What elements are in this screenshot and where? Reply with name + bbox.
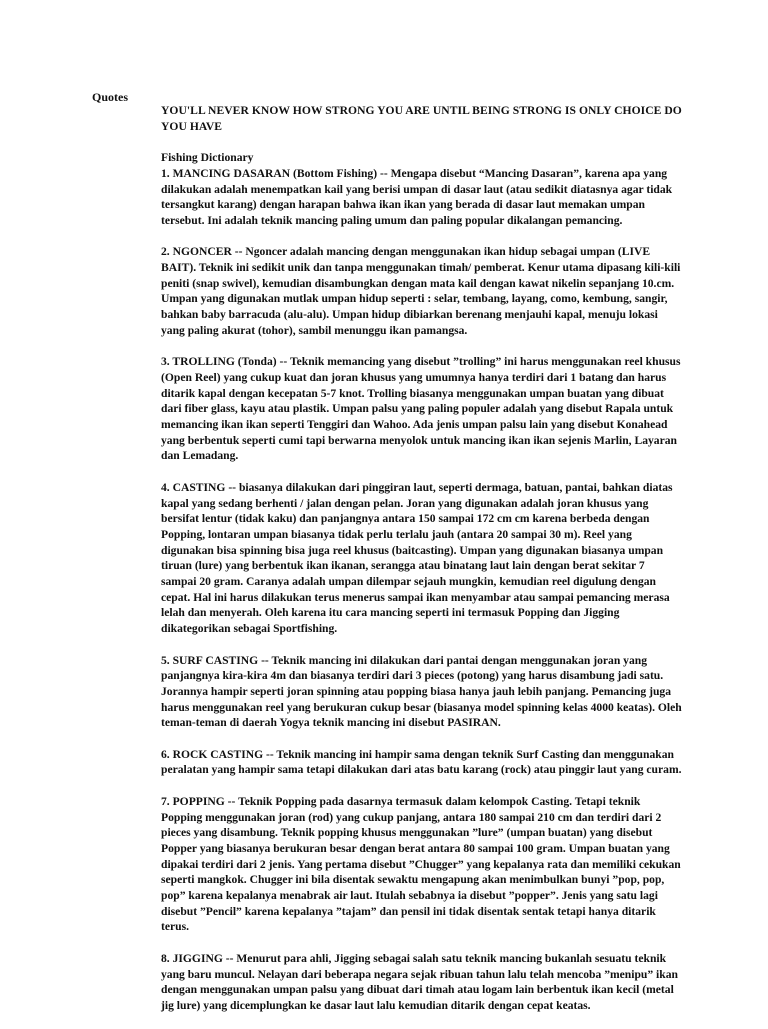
entry-casting: 4. CASTING -- biasanya dilakukan dari pinggiran laut, seperti dermaga, batuan, pantai, bahkan diatas kapal yang sedang berhenti / jalan dengan pelan. Joran yang digunakan adalah joran khusus yang bersifat lentur (tidak kaku) dan panjangnya antara 150 sampai 172 cm cm karena berbeda dengan Popping, lontaran umpan biasanya tidak perlu terlalu jauh (antara 20 sampai 30 m). Reel yang digunakan bisa spinning bisa juga reel khusus (baitcasting). Umpan yang digunakan biasanya umpan tiruan (lure) yang berbentuk ikan ikanan, serangga atau binatang laut lain dengan berat sekitar 7 sampai 20 gram. Caranya adalah umpan dilempar sejauh mungkin, kemudian reel digulung dengan cepat. Hal ini harus dilakukan terus menerus sampai ikan menyambar atau sampai pemancing merasa lelah dan menyerah. Oleh karena itu cara mancing seperti ini termasuk Popping dan Jigging dikategorikan sebagai Sportfishing. — [161, 480, 673, 636]
fishing-dictionary-title: Fishing Dictionary — [161, 151, 254, 165]
entry-trolling: 3. TROLLING (Tonda) -- Teknik memancing yang disebut ”trolling” ini harus menggunakan reel khusus (Open Reel) yang cukup kuat dan joran khusus yang umumnya hanya terdiri dari 1 batang dan harus ditarik kapal dengan kecepatan 5-7 knot. Trolling biasanya menggunakan umpan buatan yang dibuat dari fiber glass, kayu atau plastik. Umpan palsu yang paling populer adalah yang disebut Rapala untuk memancing ikan ikan seperti Tenggiri dan Wahoo. Ada jenis umpan palsu lain yang disebut Konahead yang berbentuk seperti cumi tapi berwarna menyolok untuk mancing ikan ikan sejenis Marlin, Layaran dan Lemadang. — [161, 355, 681, 463]
dictionary-entries — [161, 166, 683, 1014]
entry-rock-casting: 6. ROCK CASTING -- Teknik mancing ini hampir sama dengan teknik Surf Casting dan menggunakan peralatan yang hampir sama tetapi dilakukan dari atas batu karang (rock) atau pinggir laut yang curam. — [161, 747, 682, 777]
entry-mancing-dasaran: 1. MANCING DASARAN (Bottom Fishing) -- Mengapa disebut “Mancing Dasaran”, karena apa yang dilakukan adalah menempatkan kail yang berisi umpan di dasar laut (atau sedikit diatasnya agar tidak tersangkut karang) dengan harapan bahwa ikan ikan yang berada di dasar laut memakan umpan tersebut. Ini adalah teknik mancing paling umum dan paling popular dikalangan pemancing. — [161, 166, 673, 227]
entry-surf-casting: 5. SURF CASTING -- Teknik mancing ini dilakukan dari pantai dengan menggunakan joran yang panjangnya kira-kira 4m dan biasanya terdiri dari 3 pieces (potong) yang harus disambung jadi satu. Jorannya hampir seperti joran spinning atau popping biasa hanya jauh lebih panjang. Pemancing juga harus menggunakan reel yang berukuran cukup besar (biasanya model spinning kelas 4000 keatas). Oleh teman-teman di daerah Yogya teknik mancing ini disebut PASIRAN. — [161, 653, 682, 730]
entry-ngoncer: 2. NGONCER -- Ngoncer adalah mancing dengan menggunakan ikan hidup sebagai umpan (LIVE BAIT). Teknik ini sedikit unik dan tanpa menggunakan timah/ pemberat. Kenur utama dipasang kili-kili peniti (snap swivel), kemudian disambungkan dengan mata kail dengan kawat nikelin sepanjang 10.cm. Umpan yang digunakan mutlak umpan hidup seperti : selar, tembang, layang, como, kembung, sangir, bahkan baby barracuda (alu-alu). Umpan hidup dibiarkan berenang menjauhi kapal, menuju lokasi yang paling akurat (tohor), sambil menunggu ikan pamangsa. — [161, 245, 681, 337]
document-body — [161, 103, 683, 1029]
quotes-heading: Quotes — [92, 90, 128, 104]
entry-jigging: 8. JIGGING -- Menurut para ahli, Jigging sebagai salah satu teknik mancing bukanlah sesuatu teknik yang baru muncul. Nelayan dari beberapa negara sejak ribuan tahun lalu telah mencoba ”menipu” ikan dengan menggunakan umpan palsu yang dibuat dari timah atau logam lain berbentuk ikan kecil (metal jig lure) yang dicemplungkan ke dasar laut lalu kemudian ditarik dengan cepat keatas. — [161, 951, 678, 1012]
quote-text: YOU'LL NEVER KNOW HOW STRONG YOU ARE UNTIL BEING STRONG IS ONLY CHOICE DO YOU HAVE — [161, 104, 682, 133]
entry-popping: 7. POPPING -- Teknik Popping pada dasarnya termasuk dalam kelompok Casting. Tetapi teknik Popping menggunakan joran (rod) yang cukup panjang, antara 180 sampai 210 cm dan terdiri dari 2 pieces yang disambung. Teknik popping khusus menggunakan ”lure” (umpan buatan) yang disebut Popper yang biasanya berukuran besar dengan berat antara 80 sampai 100 gram. Umpan buatan yang dipakai terdiri dari 2 jenis. Yang pertama disebut ”Chugger” yang kepalanya rata dan memiliki cekukan seperti mangkok. Chugger ini bila disentak sewaktu mengapung akan menimbulkan bunyi ”pop, pop, pop” karena kepalanya menabrak air laut. Itulah sebabnya ia disebut ”popper”. Jenis yang satu lagi disebut ”Pencil” karena kepalanya ”tajam” dan pensil ini tidak disentak sentak tetapi hanya ditarik terus. — [161, 794, 681, 934]
